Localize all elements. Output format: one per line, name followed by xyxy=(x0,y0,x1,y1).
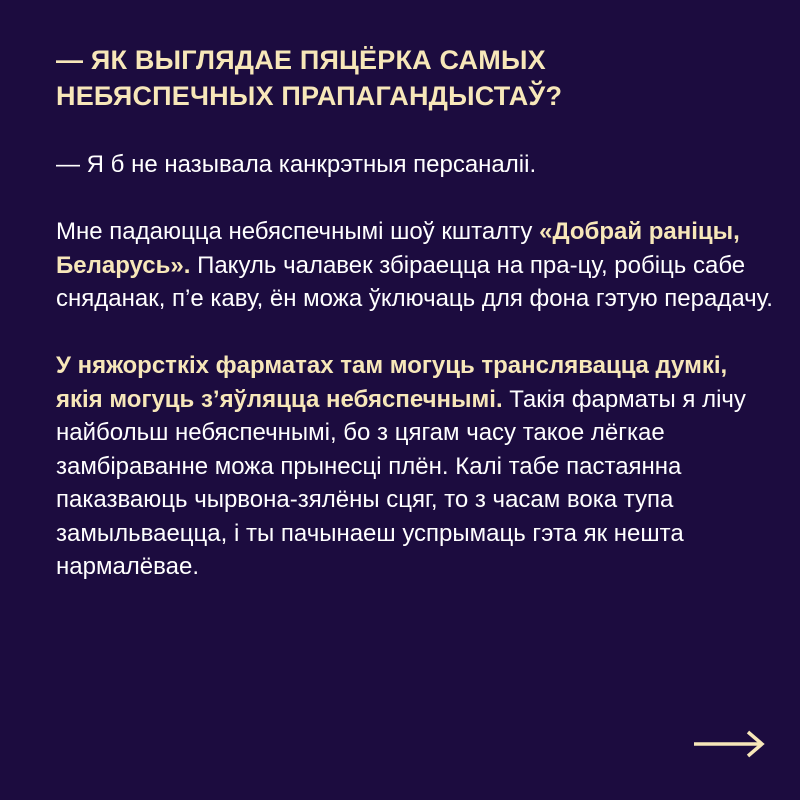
show-name-highlight: «Добрай раніцы, Беларусь». xyxy=(56,218,740,279)
answer-paragraph-3 xyxy=(56,349,776,584)
arrow-right-icon[interactable] xyxy=(694,727,768,761)
answer-body xyxy=(56,148,776,617)
question-line-1: — ЯК ВЫГЛЯДАЕ ПЯЦЁРКА САМЫХ xyxy=(56,45,546,75)
key-point-highlight: У няжорсткіх фарматах там могуць трансляваццa думкі, якія могуць з’яўляцца небяспечнымі. xyxy=(56,352,728,413)
answer-paragraph-1: — Я б не называла канкрэтныя персаналіі. xyxy=(56,151,537,178)
answer-paragraph-3-rest: Такія фарматы я лічу найбольш небяспечнымі, бо з цягам часу такое лёгкае замбіраванне можа прынесці плён. Калі табе пастаянна паказваюць чырвона-зялёны сцяг, то з часам вока тупа замыльваецца, і ты пачынаеш успрымаць гэта як нешта нармалёвае. xyxy=(56,385,746,580)
answer-paragraph-2-rest: Пакуль чалавек збіраецца на пра-цу, робіць сабе сняданак, п’е каву, ён можа ўключаць для фона гэтую перадачу. xyxy=(56,251,773,312)
answer-paragraph-2 xyxy=(56,215,776,316)
question-heading xyxy=(56,42,716,114)
question-line-2: НЕБЯСПЕЧНЫХ ПРАПАГАНДЫСТАЎ? xyxy=(56,81,563,111)
answer-paragraph-2-intro: Мне падаюцца небяспечнымі шоў кшталту xyxy=(56,218,540,245)
